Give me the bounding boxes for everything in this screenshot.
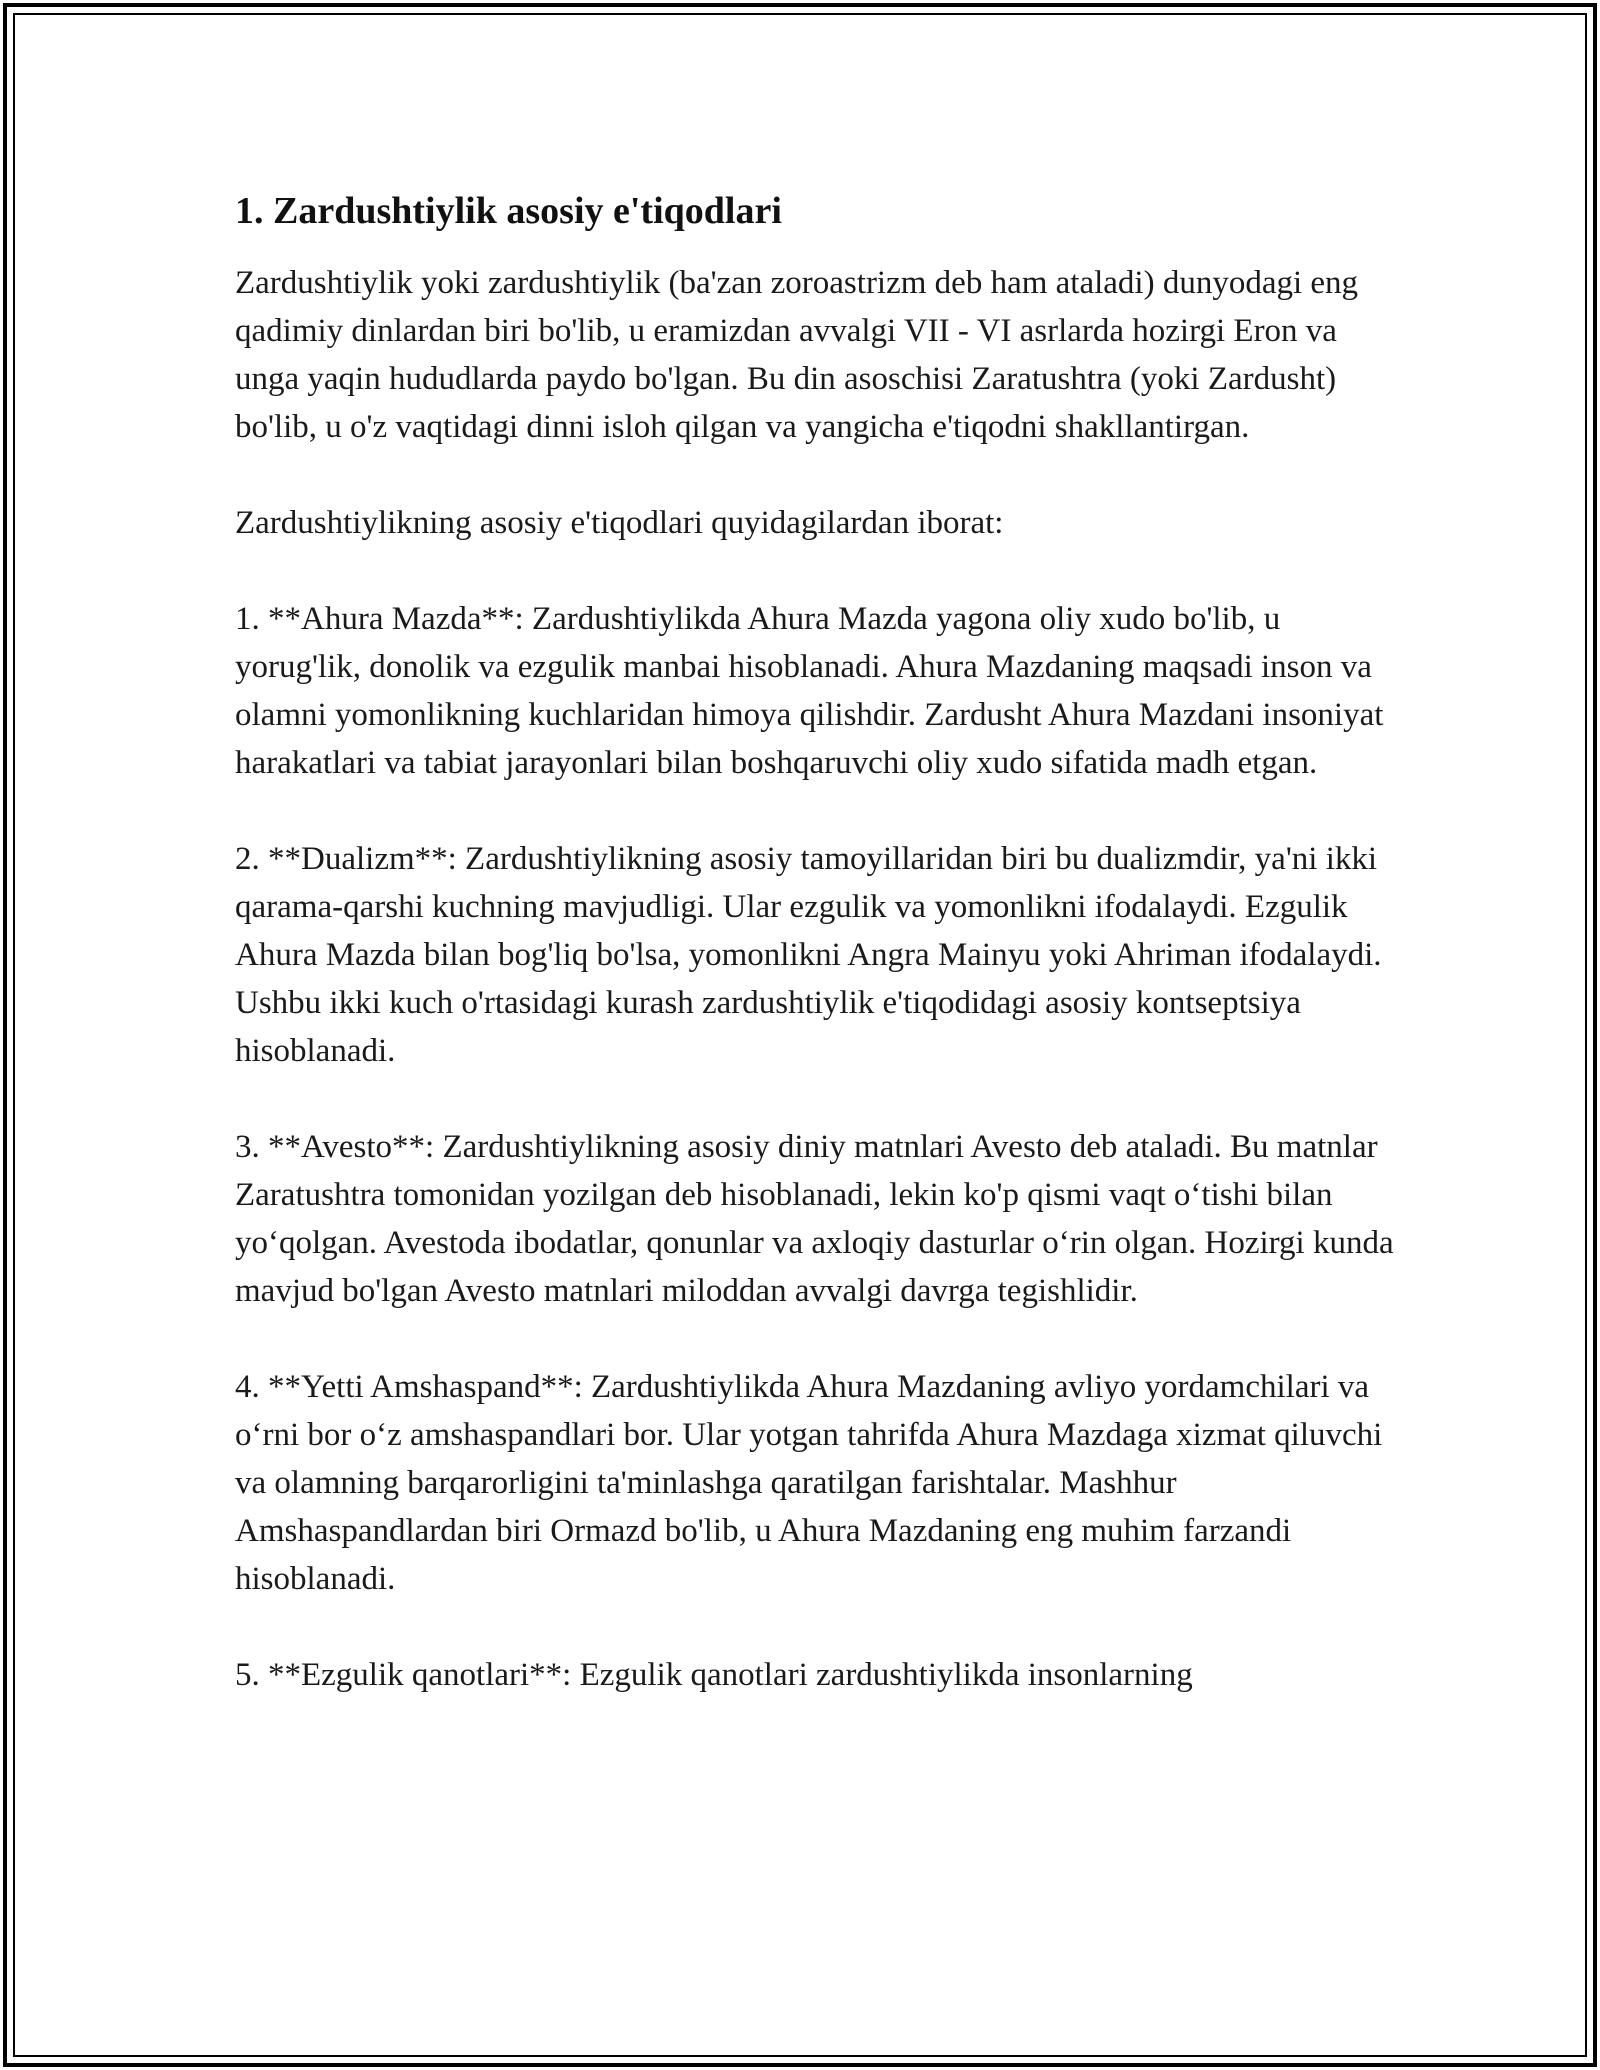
paragraph-ahura-mazda: 1. **Ahura Mazda**: Zardushtiylikda Ahura Mazda yagona oliy xudo bo'lib, u yorug'lik, donolik va ezgulik manbai hisoblanadi. Ahura Mazdaning maqsadi inson va olamni yomonlikning kuchlaridan himoya qilishdir. Zardusht Ahura Mazdani insoniyat harakatlari va tabiat jarayonlari bilan boshqaruvchi oliy xudo sifatida madh etgan. xyxy=(235,601,1384,781)
paragraph-dualism: 2. **Dualizm**: Zardushtiylikning asosiy tamoyillaridan biri bu dualizmdir, ya'ni ikki qarama-qarshi kuchning mavjudligi. Ular ezgulik va yomonlikni ifodalaydi. Ezgulik Ahura Mazda bilan bog'liq bo'lsa, yomonlikni Angra Mainyu yoki Ahriman ifodalaydi. Ushbu ikki kuch o'rtasidagi kurash zardushtiylik e'tiqodidagi asosiy kontseptsiya hisoblanadi. xyxy=(235,841,1382,1069)
paragraph-beliefs-lead: Zardushtiylikning asosiy e'tiqodlari quyidagilardan iborat: xyxy=(235,505,1004,541)
paragraph-avesto: 3. **Avesto**: Zardushtiylikning asosiy diniy matnlari Avesto deb ataladi. Bu matnlar Zaratushtra tomonidan yozilgan deb hisoblanadi, lekin ko'p qismi vaqt o‘tishi bilan yo‘qolgan. Avestoda ibodatlar, qonunlar va axloqiy dasturlar o‘rin olgan. Hozirgi kunda mavjud bo'lgan Avesto matnlari miloddan avvalgi davrga tegishlidir. xyxy=(235,1129,1394,1309)
paragraph-intro: Zardushtiylik yoki zardushtiylik (ba'zan zoroastrizm deb ham ataladi) dunyodagi eng qadimiy dinlardan biri bo'lib, u eramizdan avvalgi VII - VI asrlarda hozirgi Eron va unga yaqin hududlarda paydo bo'lgan. Bu din asoschisi Zaratushtra (yoki Zardusht) bo'lib, u o'z vaqtidagi dinni isloh qilgan va yangicha e'tiqodni shakllantirgan. xyxy=(235,265,1359,445)
paragraph-ezgulik: 5. **Ezgulik qanotlari**: Ezgulik qanotlari zardushtiylikda insonlarning xyxy=(235,1657,1193,1693)
document-title: 1. Zardushtiylik asosiy e'tiqodlari xyxy=(235,190,782,232)
document-body xyxy=(235,185,1395,1699)
paragraph-amshaspand: 4. **Yetti Amshaspand**: Zardushtiylikda Ahura Mazdaning avliyo yordamchilari va o‘rni bor o‘z amshaspandlari bor. Ular yotgan tahrifda Ahura Mazdaga xizmat qiluvchi va olamning barqarorligini ta'minlashga qaratilgan farishtalar. Mashhur Amshaspandlardan biri Ormazd bo'lib, u Ahura Mazdaning eng muhim farzandi hisoblanadi. xyxy=(235,1369,1383,1597)
